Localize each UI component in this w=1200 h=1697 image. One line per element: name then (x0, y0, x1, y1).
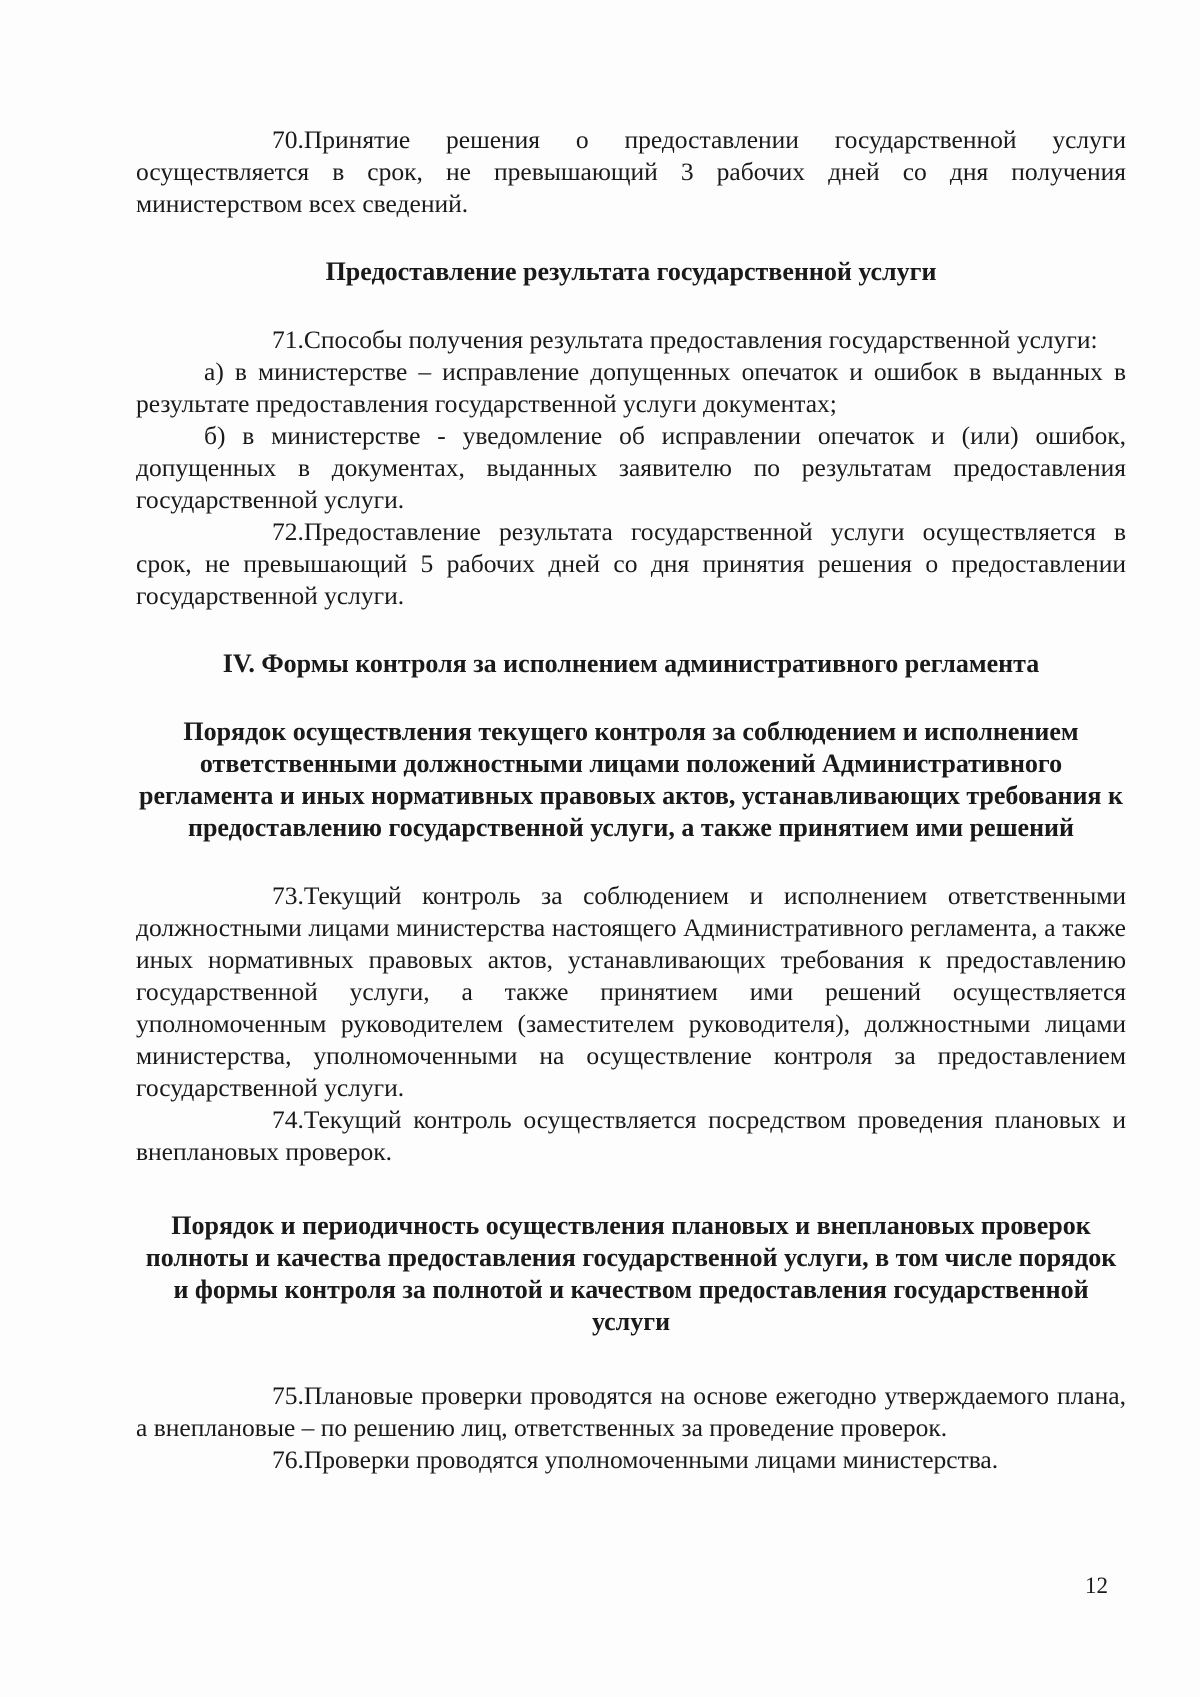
paragraph-number: 71. (272, 325, 304, 354)
heading-result: Предоставление результата государственной услуги (325, 257, 937, 286)
paragraph-number: 72. (272, 517, 304, 546)
heading-inspections: Порядок и периодичность осуществления плановых и внеплановых проверок полноты и качества предоставления государственной услуги, в том числе порядок и формы контроля за полнотой и качеством предоставления государственной услуги (145, 1211, 1117, 1336)
paragraph-text: Способы получения результата предоставления государственной услуги: (303, 325, 1098, 354)
paragraph-text: Принятие решения о предоставлении государственной услуги осуществляется в срок, не превышающий 3 рабочих дней со дня получения министерством всех сведений. (136, 125, 1126, 218)
paragraph-72 (136, 516, 1126, 612)
paragraph-71b: б) в министерстве - уведомление об исправлении опечаток и (или) ошибок, допущенных в документах, выданных заявителю по результатам предоставления государственной услуги. (136, 421, 1126, 514)
paragraph-number: 76. (272, 1445, 304, 1474)
heading-section-4: IV. Формы контроля за исполнением административного регламента (222, 649, 1040, 678)
paragraph-text: Предоставление результата государственной услуги осуществляется в срок, не превышающий 5 рабочих дней со дня принятия решения о предоставлении государственной услуги. (136, 517, 1126, 610)
paragraph-76 (136, 1444, 1126, 1476)
paragraph-text: Текущий контроль за соблюдением и исполнением ответственными должностными лицами министерства настоящего Административного регламента, а также иных нормативных правовых актов, устанавливающих требования к предоставлению государственной услуги, а также принятием ими решений осуществляется уполномоченным руководителем (заместителем руководителя), должностными лицами министерства, уполномоченными на осуществление контроля за предоставлением государственной услуги. (136, 881, 1126, 1102)
paragraph-text: Проверки проводятся уполномоченными лицами министерства. (303, 1445, 999, 1474)
paragraph-71a: а) в министерстве – исправление допущенных опечаток и ошибок в выданных в результате предоставления государственной услуги документах; (136, 357, 1126, 418)
paragraph-text: Плановые проверки проводятся на основе ежегодно утверждаемого плана, а внеплановые – по решению лиц, ответственных за проведение проверок. (136, 1381, 1126, 1442)
paragraph-71 (136, 324, 1126, 356)
page-number: 12 (1085, 1573, 1108, 1598)
heading-current-control: Порядок осуществления текущего контроля за соблюдением и исполнением ответственными должностными лицами положений Административного регламента и иных нормативных правовых актов, устанавливающих требования к предоставлению государственной услуги, а также принятием ими решений (139, 717, 1123, 842)
paragraph-74 (136, 1104, 1126, 1168)
paragraph-70 (136, 124, 1126, 220)
paragraph-text: Текущий контроль осуществляется посредством проведения плановых и внеплановых проверок. (136, 1105, 1126, 1166)
paragraph-73 (136, 880, 1126, 1104)
page-content (136, 124, 1126, 1476)
paragraph-number: 74. (272, 1105, 304, 1134)
paragraph-75 (136, 1380, 1126, 1444)
paragraph-number: 70. (272, 125, 304, 154)
paragraph-number: 75. (272, 1381, 304, 1410)
paragraph-number: 73. (272, 881, 304, 910)
